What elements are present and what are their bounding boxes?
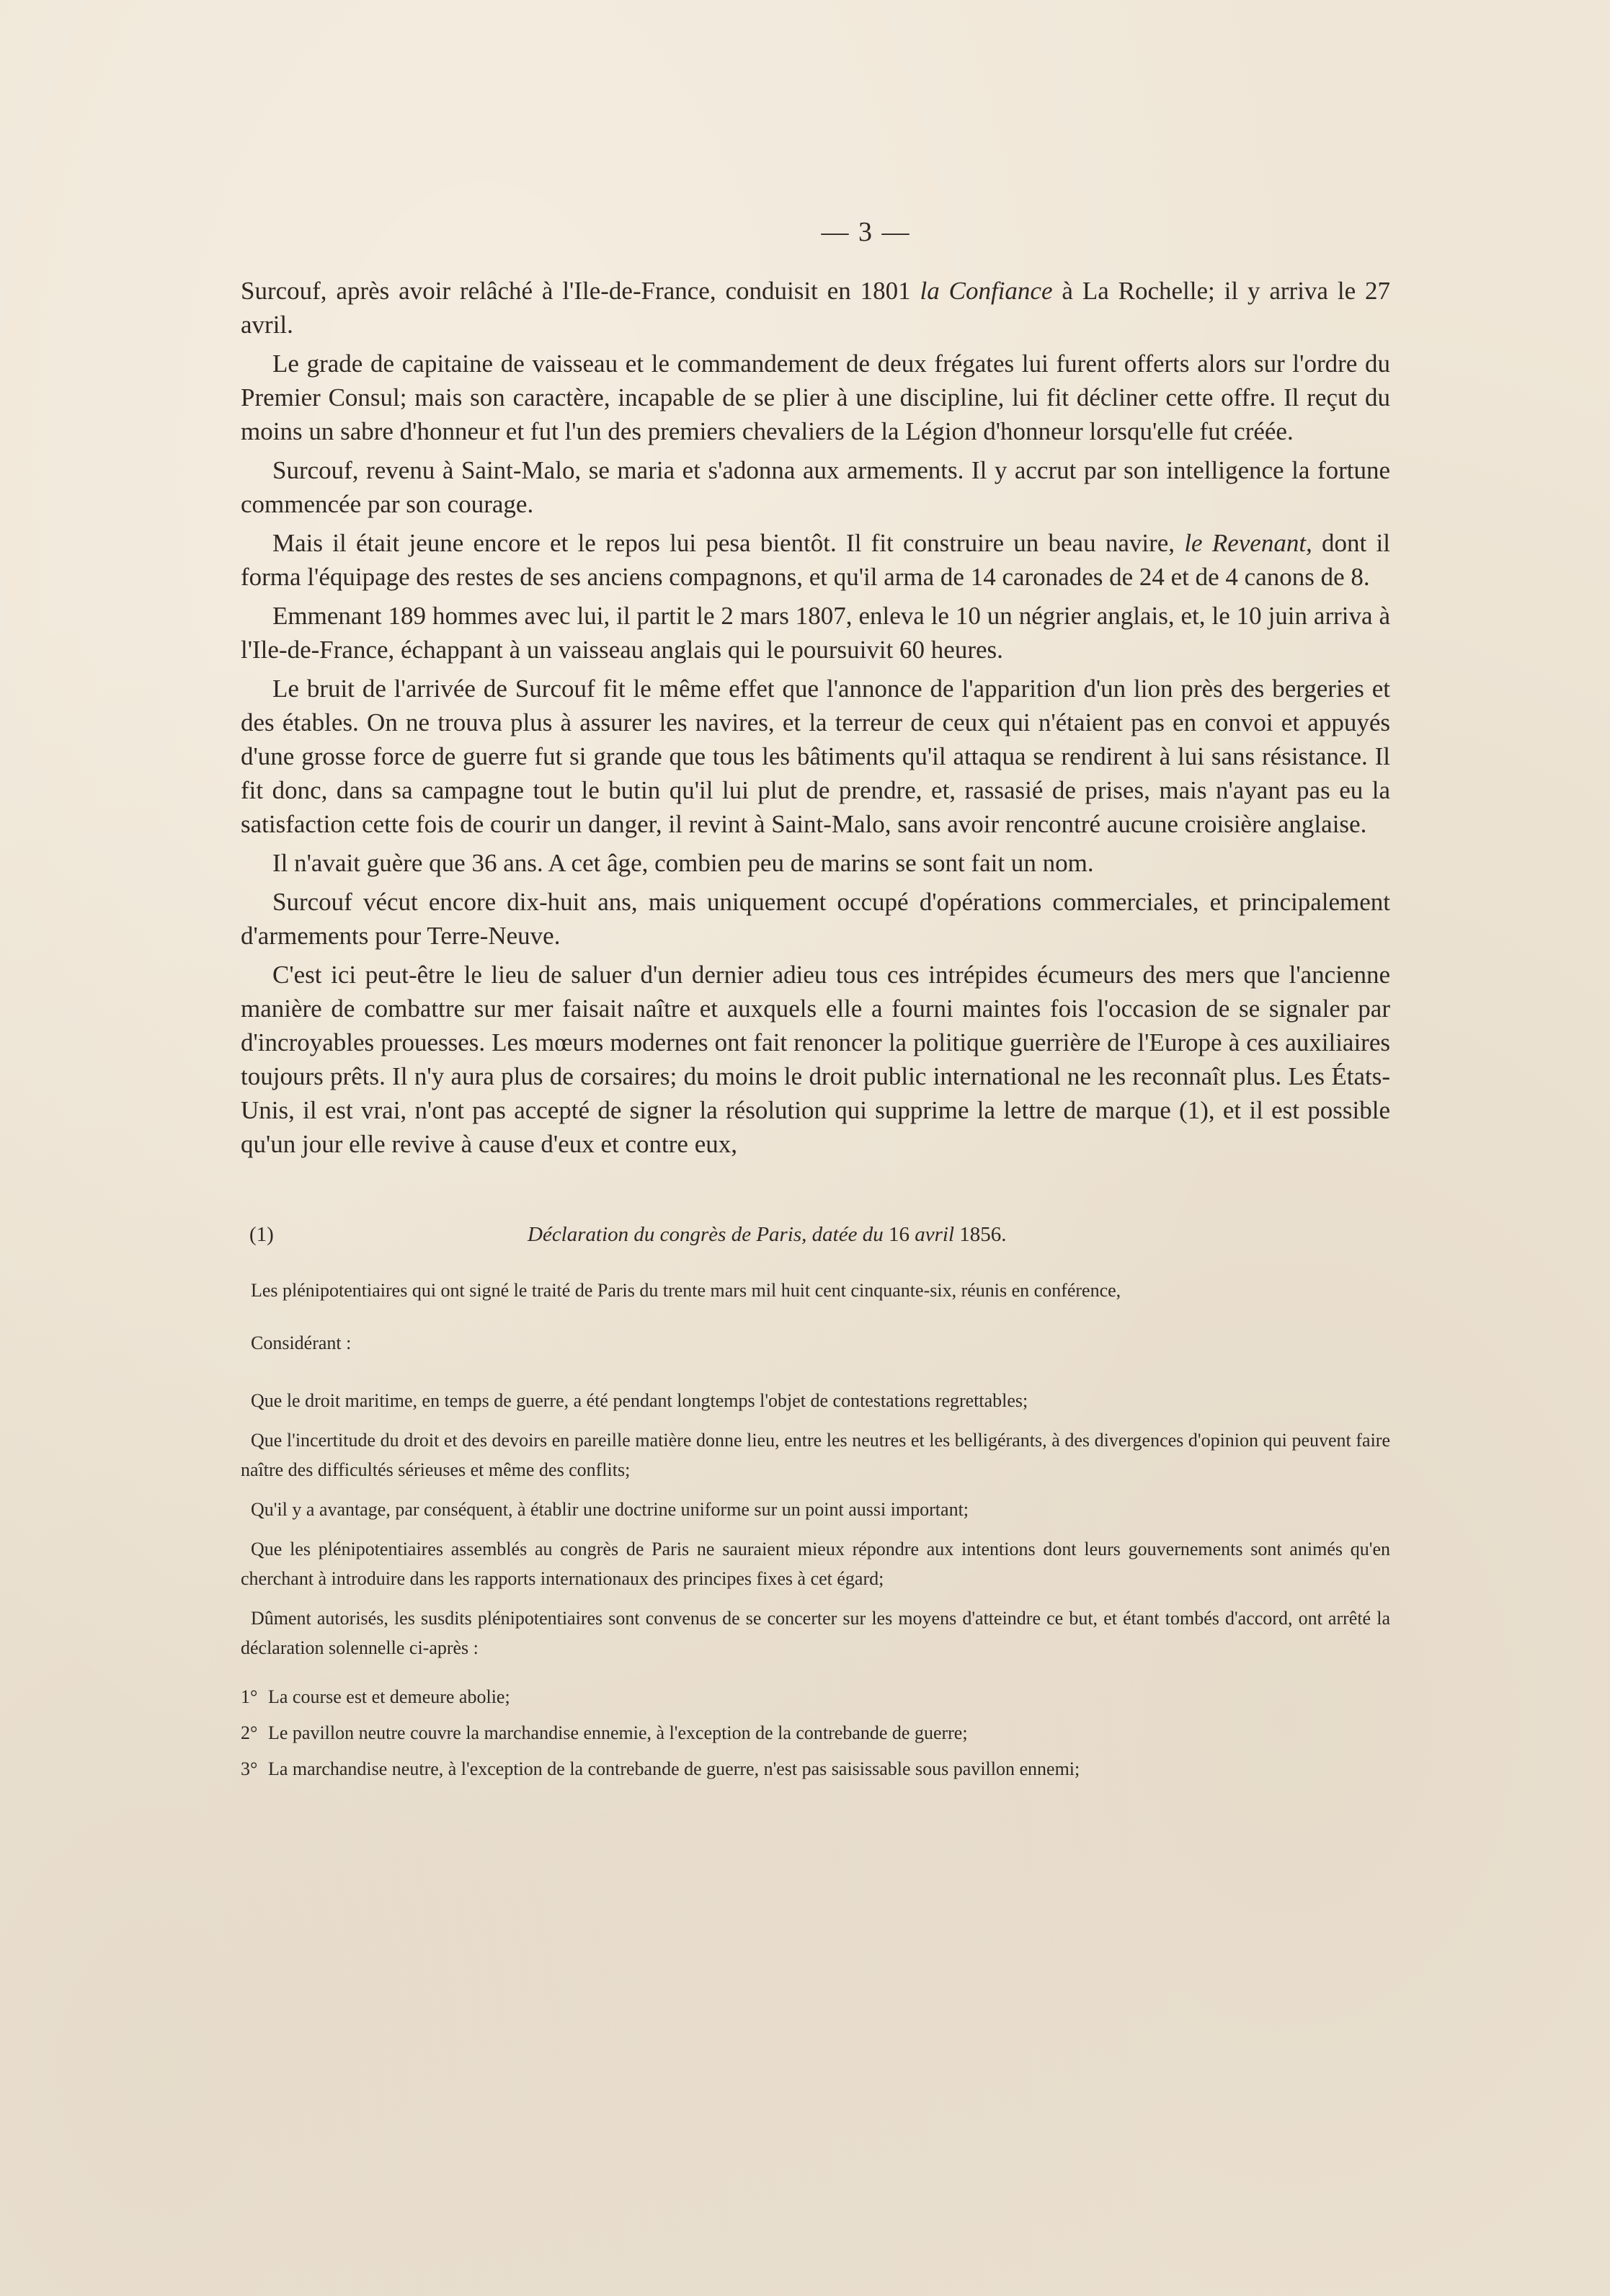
paragraph-4-start: Mais il était jeune encore et le repos lui pesa bientôt. Il fit construire un beau navire, [272,529,1185,557]
footnote-title-a: Déclaration du congrès de Paris, datée du [528,1223,889,1246]
footnote [241,1223,1390,1784]
paragraph-4-end: dont il forma l'équipage des restes de ses anciens compagnons, et qu'il arma de 14 caronades de 24 et de 4 canons de 8. [241,529,1390,591]
paragraph-9: C'est ici peut-être le lieu de saluer d'un dernier adieu tous ces intrépides écumeurs des mers que l'ancienne manière de combattre sur mer faisait naître et auxquels elle a fourni maintes fois l'occasion de se signaler par d'incroyables prouesses. Les mœurs modernes ont fait renoncer la politique guerrière de l'Europe à ces auxiliaires toujours prêts. Il n'y aura plus de corsaires; du moins le droit public international ne les reconnaît plus. Les États-Unis, il est vrai, n'ont pas accepté de signer la résolution qui supprime la lettre de marque (1), et il est possible qu'un jour elle revive à cause d'eux et contre eux, [241,961,1390,1158]
declaration-item-2 [241,1719,1390,1748]
footnote-para-5: Dûment autorisés, les susdits plénipotentiaires sont convenus de se concerter sur les moyens d'atteindre ce but, et étant tombés d'accord, ont arrêté la déclaration solennelle ci-après : [241,1608,1390,1658]
document-page [241,216,1390,1791]
item-text: La course est et demeure abolie; [268,1686,510,1707]
paragraph-4 [241,526,1390,594]
paragraph-1-start: Surcouf, après avoir relâché à l'Ile-de-France, conduisit en 1801 [241,277,920,305]
item-number: 1° [241,1686,258,1707]
paragraph-3: Surcouf, revenu à Saint-Malo, se maria et s'adonna aux armements. Il y accrut par son intelligence la fortune commencée par son courage. [241,456,1390,518]
footnote-heading [241,1223,1390,1247]
footnote-para-2: Que l'incertitude du droit et des devoirs en pareille matière donne lieu, entre les neutres et les belligérants, à des divergences d'opinion qui peuvent faire naître des difficultés sérieuses et même des conflits; [241,1430,1390,1480]
paragraph-6: Le bruit de l'arrivée de Surcouf fit le même effet que l'annonce de l'apparition d'un lion près des bergeries et des étables. On ne trouva plus à assurer les navires, et la terreur de ceux qui n'étaient pas en convoi et appuyés d'une grosse force de guerre fut si grande que tous les bâtiments qu'il attaqua se rendirent à lui sans résistance. Il fit donc, dans sa campagne tout le butin qu'il lui plut de prendre, et, rassasié de prises, mais n'ayant pas eu la satisfaction cette fois de courir un danger, il revint à Saint-Malo, sans avoir rencontré aucune croisière anglaise. [241,675,1390,838]
footnote-title-year: 1856. [959,1223,1007,1246]
ship-name-confiance: la Confiance [920,277,1053,305]
declaration-list [241,1683,1390,1784]
footnote-intro: Les plénipotentiaires qui ont signé le traité de Paris du trente mars mil huit cent cinquante-six, réunis en conférence, [251,1280,1121,1301]
main-text [241,274,1390,1161]
item-text: La marchandise neutre, à l'exception de la contrebande de guerre, n'est pas saisissable sous pavillon ennemi; [268,1758,1080,1779]
footnote-para-1: Que le droit maritime, en temps de guerre, a été pendant longtemps l'objet de contestations regrettables; [251,1390,1028,1411]
item-number: 2° [241,1722,258,1743]
footnote-title [528,1223,1007,1247]
paragraph-5: Emmenant 189 hommes avec lui, il partit le 2 mars 1807, enleva le 10 un négrier anglais, et, le 10 juin arriva à l'Ile-de-France, échappant à un vaisseau anglais qui le poursuivit 60 heures. [241,602,1390,664]
item-text: Le pavillon neutre couvre la marchandise ennemie, à l'exception de la contrebande de guerre; [268,1722,968,1743]
footnote-para-4: Que les plénipotentiaires assemblés au congrès de Paris ne sauraient mieux répondre aux intentions dont leurs gouvernements sont animés qu'en cherchant à introduire dans les rapports internationaux des principes fixes à cet égard; [241,1539,1390,1589]
paragraph-2: Le grade de capitaine de vaisseau et le commandement de deux frégates lui furent offerts alors sur l'ordre du Premier Consul; mais son caractère, incapable de se plier à une discipline, lui fit décliner cette offre. Il reçut du moins un sabre d'honneur et fut l'un des premiers chevaliers de la Légion d'honneur lorsqu'elle fut créée. [241,350,1390,445]
declaration-item-3 [241,1755,1390,1784]
paragraph-7: Il n'avait guère que 36 ans. A cet âge, combien peu de marins se sont fait un nom. [272,849,1094,877]
footnote-considerant: Considérant : [251,1332,352,1353]
footnote-title-day: 16 [888,1223,909,1246]
paragraph-8: Surcouf vécut encore dix-huit ans, mais uniquement occupé d'opérations commerciales, et principalement d'armements pour Terre-Neuve. [241,888,1390,950]
paragraph-1 [241,274,1390,342]
item-number: 3° [241,1758,258,1779]
ship-name-revenant: le Revenant, [1184,529,1312,557]
footnote-title-b: avril [909,1223,960,1246]
declaration-item-1 [241,1683,1390,1712]
paragraph-1-end: à La Rochelle; il y arriva le 27 avril. [241,277,1390,339]
page-number: — 3 — [821,217,911,247]
footnote-para-3: Qu'il y a avantage, par conséquent, à établir une doctrine uniforme sur un point aussi important; [251,1499,969,1520]
footnote-marker: (1) [249,1223,274,1246]
